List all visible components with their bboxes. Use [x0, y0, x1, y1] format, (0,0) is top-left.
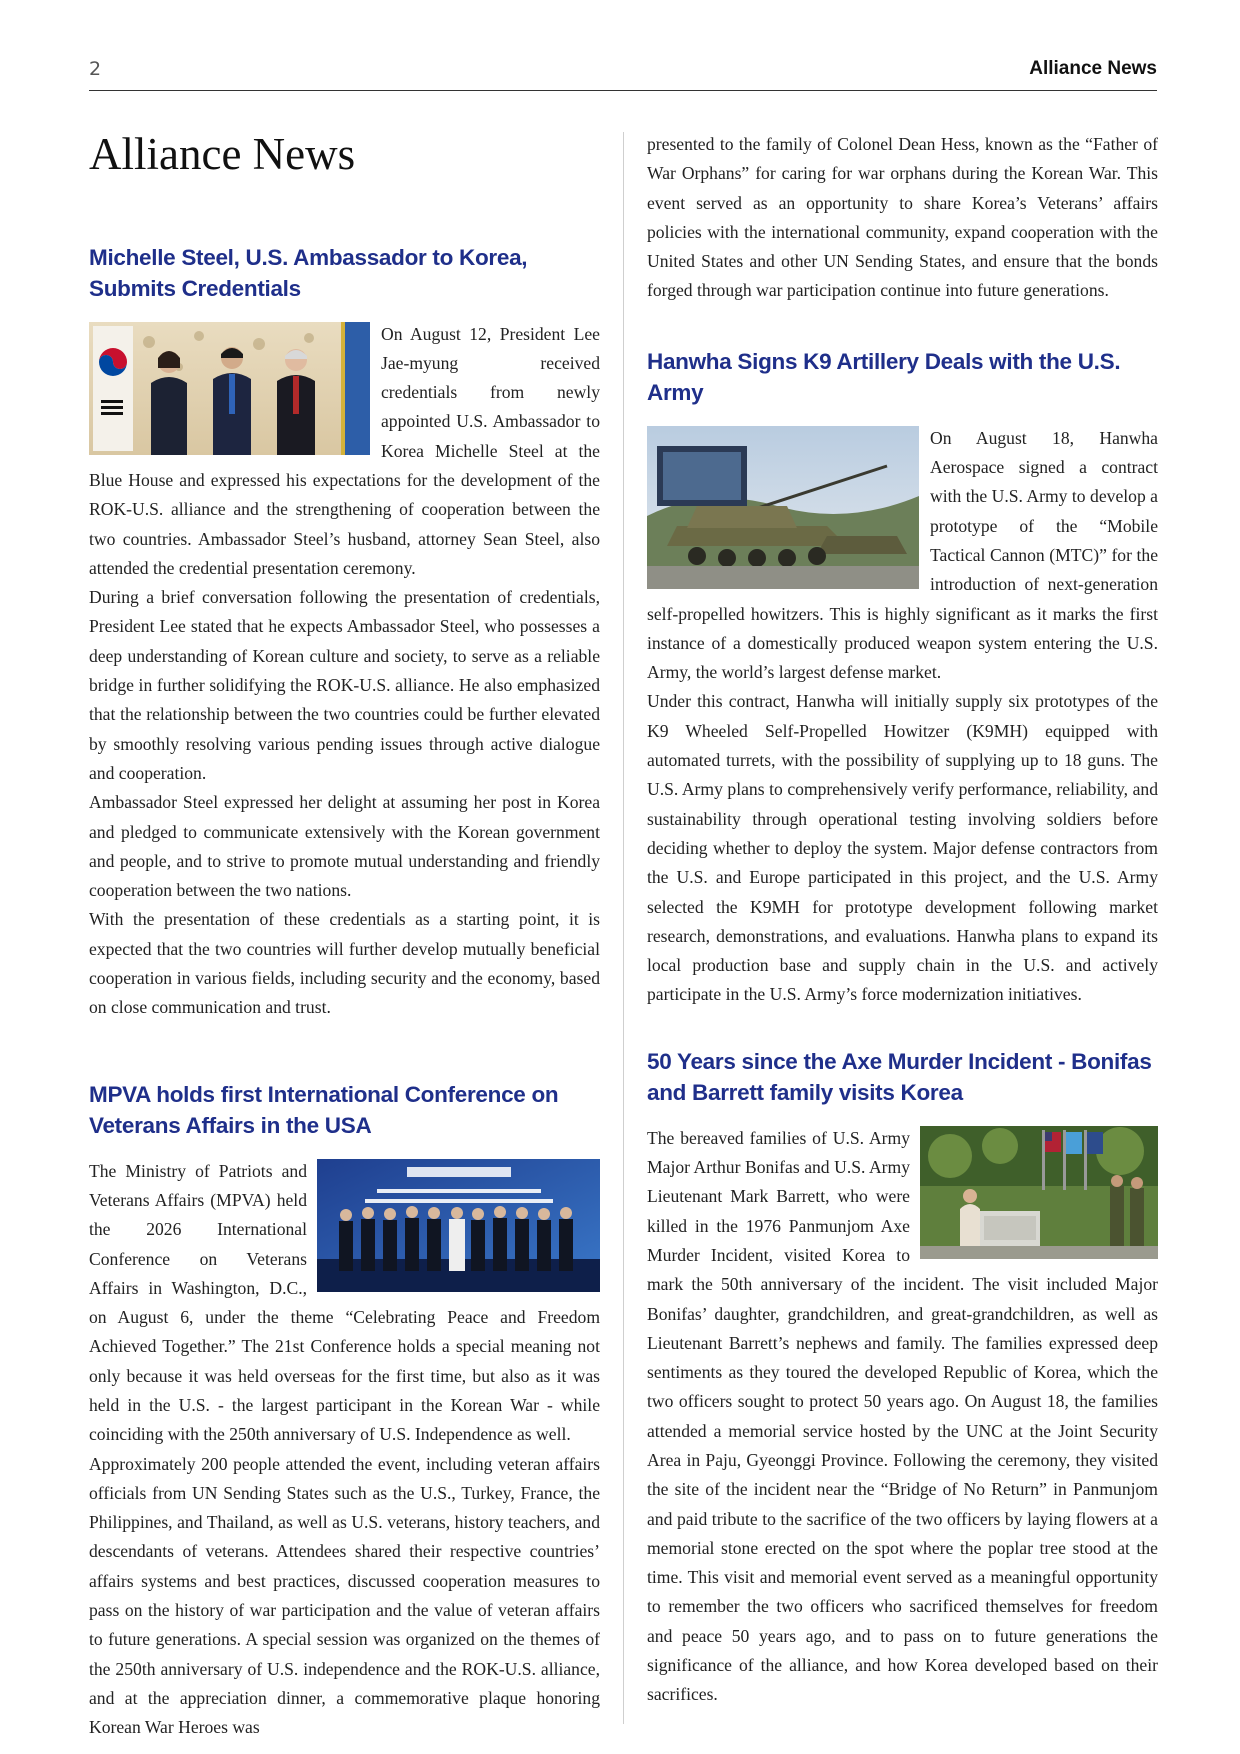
- article-paragraph: Approximately 200 people attended the event, including veteran affairs officials from UN Sending States such as the U.S., Turkey, France, the Philippines, and Thailand, as well as U.S. veterans, history teachers, and descendants of veterans. Attendees shared their respective countries’ affairs systems and best practices, discussed cooperation measures to pass on the history of war participation and the value of veteran affairs to future generations. A special session was organized on the themes of the 250th anniversary of U.S. independence and the ROK-U.S. alliance, and at the appreciation dinner, a commemorative plaque honoring Korean War Heroes was: [89, 1453, 600, 1738]
- article-paragraph: On August 12, President Lee Jae-myung received credentials from newly appointed U.S. Ambassador to Korea Michelle Steel at the Blue House and expressed his expectations for the development of the ROK-U.S. alliance and the strengthening of cooperation between the two countries. Ambassador Steel’s husband, attorney Sean Steel, also attended the credential presentation ceremony.: [89, 323, 600, 578]
- article-hanwha: [647, 346, 1158, 1010]
- article-continuation: presented to the family of Colonel Dean Hess, known as the “Father of War Orphans” for caring for war orphans during the Korean War. This event served as an opportunity to share Korea’s Veterans’ affairs policies with the international community, expand cooperation with the United States and other UN Sending States, and ensure that the bonds forged through war participation continue into future generations.: [647, 134, 1158, 301]
- ambassador-photo: [89, 322, 370, 455]
- article-paragraph: Ambassador Steel expressed her delight at assuming her post in Korea and pledged to communicate extensively with the Korean government and people, and to strive to promote mutual understanding and friendly cooperation between the two nations.: [89, 792, 600, 901]
- article-paragraph: With the presentation of these credentials as a starting point, it is expected that the two countries will further develop mutually beneficial cooperation in various fields, including security and the economy, based on close communication and trust.: [89, 909, 600, 1018]
- column-divider: [623, 132, 624, 1724]
- memorial-photo: [920, 1126, 1158, 1259]
- section-title: Alliance News: [89, 129, 356, 179]
- article-paragraph: The bereaved families of U.S. Army Major Arthur Bonifas and U.S. Army Lieutenant Mark Barrett, who were killed in the 1976 Panmunjom Axe Murder Incident, visited Korea to mark the 50th anniversary of the incident. The visit included Major Bonifas’ daughter, grandchildren, and great-grandchildren, as well as Lieutenant Barrett’s nephews and family. The families expressed deep sentiments as they toured the developed Republic of Korea, which the two officers sought to protect 50 years ago. On August 18, the families attended a memorial service hosted by the UNC at the Joint Security Area in Paju, Gyeonggi Province. Following the ceremony, they visited the site of the incident near the “Bridge of No Return” in Panmunjom and paid tribute to the sacrifice of the two officers by laying flowers at a memorial stone erected on the spot where the poplar tree stood at the time. This visit and memorial event served as a meaningful opportunity to remember the two officers who sacrificed themselves for freedom and peace 50 years ago, and to pass on to future generations the significance of the alliance, and how Korea developed based on their sacrifices.: [647, 1127, 1158, 1705]
- page-header: [89, 56, 1157, 91]
- article-title: 50 Years since the Axe Murder Incident - Bonifas and Barrett family visits Korea: [647, 1048, 1152, 1105]
- article-title: Michelle Steel, U.S. Ambassador to Korea, Submits Credentials: [89, 244, 528, 301]
- article-ambassador: [89, 242, 600, 1023]
- article-title: MPVA holds first International Conference on Veterans Affairs in the USA: [89, 1081, 559, 1138]
- article-paragraph: The Ministry of Patriots and Veterans Affairs (MPVA) held the 2026 International Conference on Veterans Affairs in Washington, D.C., on August 6, under the theme “Celebrating Peace and Freedom Achieved Together.” The 21st Conference holds a special meaning not only because it was held overseas for the first time, but also as it was held in the U.S. - the largest participant in the Korean War - while coinciding with the 250th anniversary of U.S. Independence as well.: [89, 1160, 600, 1445]
- howitzer-photo: [647, 426, 919, 589]
- article-paragraph: Under this contract, Hanwha will initially supply six prototypes of the K9 Wheeled Self-Propelled Howitzer (K9MH) equipped with automated turrets, with the possibility of supplying up to 18 guns. The U.S. Army plans to comprehensively verify performance, reliability, and sustainability through operational testing involving soldiers before deciding whether to deploy the system. Major defense contractors from the U.S. and Europe participated in this project, and the U.S. Army selected the K9MH for prototype development following market research, demonstrations, and evaluations. Hanwha plans to expand its local production base and supply chain in the U.S. and actively participate in the U.S. Army’s force modernization initiatives.: [647, 691, 1158, 1005]
- left-column: [89, 122, 600, 1743]
- article-title: Hanwha Signs K9 Artillery Deals with the U.S. Army: [647, 348, 1121, 405]
- article-paragraph: During a brief conversation following the presentation of credentials, President Lee stated that he expects Ambassador Steel, who possesses a deep understanding of Korean culture and society, to serve as a reliable bridge in further solidifying the ROK-U.S. alliance. He also emphasized that the relationship between the two countries could be further elevated by smoothly resolving various pending issues through active dialogue and cooperation.: [89, 587, 600, 783]
- article-paragraph: On August 18, Hanwha Aerospace signed a contract with the U.S. Army to develop a prototype of the “Mobile Tactical Cannon (MTC)” for the introduction of next-generation self-propelled howitzers. This is highly significant as it marks the first instance of a domestically produced weapon system entering the U.S. Army, the world’s largest defense market.: [647, 427, 1158, 683]
- article-mpva: [89, 1079, 600, 1743]
- conference-photo: [317, 1159, 600, 1292]
- right-column: [647, 130, 1158, 1710]
- page-number: 2: [89, 58, 102, 80]
- running-header-title: Alliance News: [1029, 58, 1157, 79]
- article-axe-incident: [647, 1046, 1158, 1710]
